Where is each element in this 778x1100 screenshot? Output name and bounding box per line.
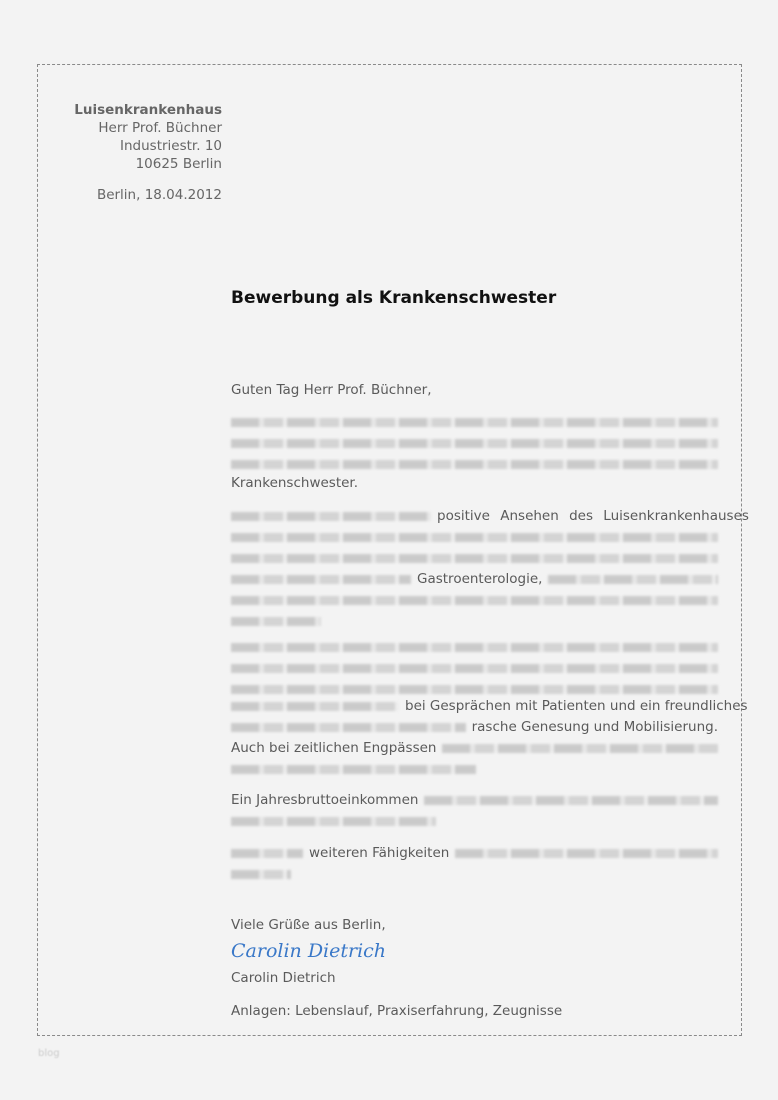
blurred-line [231, 592, 718, 608]
sender-name: Carolin Dietrich [231, 970, 336, 986]
blurred-line [231, 435, 718, 451]
recipient-contact: Herr Prof. Büchner [98, 120, 222, 136]
p3-fragment-c: Auch bei zeitlichen Engpässen [231, 740, 437, 756]
text-line [231, 740, 718, 756]
p4-fragment-a: Ein Jahresbruttoeinkommen [231, 792, 419, 808]
recipient-city: 10625 Berlin [135, 156, 222, 172]
blurred-line [231, 813, 436, 829]
p3-fragment-a: bei Gesprächen mit Patienten und ein freundliches [405, 698, 748, 714]
attachments: Anlagen: Lebenslauf, Praxiserfahrung, Zeugnisse [231, 1003, 563, 1019]
recipient-name: Luisenkrankenhaus [74, 102, 222, 118]
blurred-line [231, 550, 718, 566]
blurred-line [231, 414, 718, 430]
text-line [231, 845, 718, 861]
letter-date: Berlin, 18.04.2012 [96, 187, 222, 203]
recipient-street: Industriestr. 10 [120, 138, 222, 154]
text-line [231, 719, 718, 735]
letter-subject: Bewerbung als Krankenschwester [231, 288, 557, 308]
text-line [231, 698, 748, 714]
text-line [231, 792, 718, 808]
recipient-address [74, 101, 222, 173]
p3-fragment-b: rasche Genesung und Mobilisierung. [471, 719, 718, 735]
p2-fragment-a: positive Ansehen des Luisenkrankenhauses [437, 508, 749, 524]
text-line [231, 508, 749, 524]
text-line [231, 571, 718, 587]
blurred-line [231, 681, 718, 697]
watermark: blog [38, 1048, 60, 1059]
salutation: Guten Tag Herr Prof. Büchner, [231, 382, 432, 398]
p2-fragment-b: Gastroenterologie, [417, 571, 543, 587]
blurred-line [231, 456, 718, 472]
blurred-line [231, 660, 718, 676]
blurred-line [231, 761, 476, 777]
signature: Carolin Dietrich [231, 940, 387, 962]
blurred-line [231, 529, 718, 545]
p1-fragment: Krankenschwester. [231, 475, 359, 491]
closing: Viele Grüße aus Berlin, [231, 917, 386, 933]
p5-fragment-a: weiteren Fähigkeiten [309, 845, 450, 861]
blurred-line [231, 639, 718, 655]
blurred-line [231, 866, 291, 882]
blurred-line [231, 613, 321, 629]
